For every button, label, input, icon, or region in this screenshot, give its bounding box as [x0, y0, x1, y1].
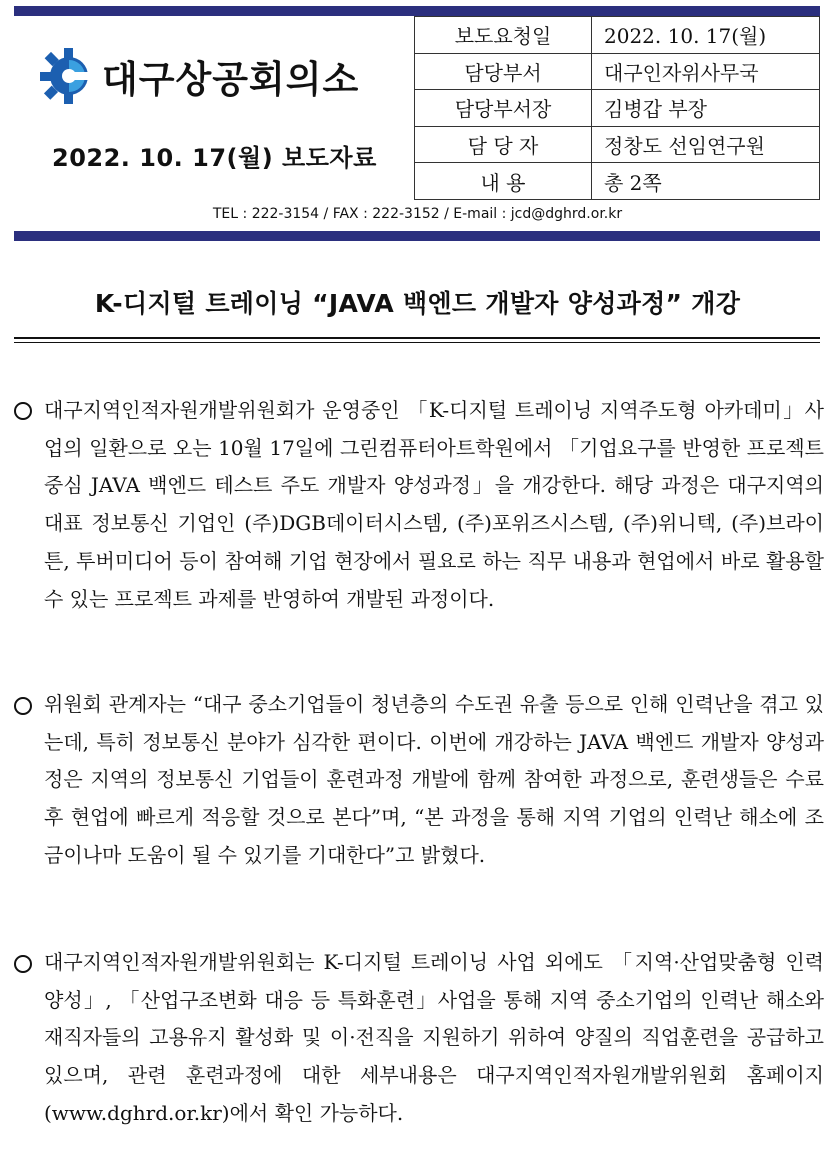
body-paragraph: 대구지역인적자원개발위원회가 운영중인 「K-디지털 트레이닝 지역주도형 아카데미」사업의 일환으로 오는 10월 17일에 그린컴퓨터아트학원에서 「기업요구를 반영한 프로젝트 중심 JAVA 백엔드 테스트 주도 개발자 양성과정」을 개강한다. 해당 과정은 대구지역의 대표 정보통신 기업인 (주)DGB데이터시스템, (주)포위즈시스템, (주)위니텍, (주)브라이튼, 투버미디어 등이 참여해 기업 현장에서 필요로 하는 직무 내용과 현업에서 바로 활용할 수 있는 프로젝트 과제를 반영하여 개발된 과정이다.	[44, 398, 824, 611]
info-row-request-date	[415, 17, 820, 54]
info-label: 내 용	[415, 163, 592, 200]
info-row-department-head	[415, 90, 820, 127]
info-label: 담당부서	[415, 53, 592, 90]
body-paragraph: 위원회 관계자는 “대구 중소기업들이 청년층의 수도권 유출 등으로 인해 인력난을 겪고 있는데, 특히 정보통신 분야가 심각한 편이다. 이번에 개강하는 JAVA 백엔드 개발자 양성과정은 지역의 정보통신 기업들이 훈련과정 개발에 함께 참여한 과정으로, 훈련생들은 수료 후 현업에 빠르게 적응할 것으로 본다”며, “본 과정을 통해 지역 기업의 인력난 해소에 조금이나마 도움이 될 수 있기를 기대한다”고 밝혔다.	[44, 692, 824, 867]
press-release-date: 2022. 10. 17(월) 보도자료	[52, 144, 377, 172]
bullet-circle-icon	[14, 955, 32, 973]
press-title: K-디지털 트레이닝 “JAVA 백엔드 개발자 양성과정” 개강	[94, 289, 741, 318]
body-paragraph: 대구지역인적자원개발위원회는 K-디지털 트레이닝 사업 외에도 「지역·산업맞춤형 인력양성」, 「산업구조변화 대응 등 특화훈련」사업을 통해 지역 중소기업의 인력난 해소와 재직자들의 고용유지 활성화 및 이·전직을 지원하기 위하여 양질의 직업훈련을 공급하고 있으며, 관련 훈련과정에 대한 세부내용은 대구지역인적자원개발위원회 홈페이지(www.dghrd.or.kr)에서 확인 가능하다.	[44, 950, 824, 1125]
title-rule-thin	[14, 342, 820, 343]
org-name: 대구상공회의소	[102, 58, 360, 101]
info-row-contents	[415, 163, 820, 200]
info-label: 담 당 자	[415, 126, 592, 163]
info-label: 담당부서장	[415, 90, 592, 127]
info-value: 김병갑 부장	[592, 90, 820, 127]
press-header	[14, 16, 820, 200]
bottom-accent-bar	[14, 231, 820, 241]
gear-icon	[38, 46, 98, 106]
top-accent-bar	[14, 6, 820, 16]
bullet-circle-icon	[14, 697, 32, 715]
info-row-contact-person	[415, 126, 820, 163]
bullet-circle-icon	[14, 402, 32, 420]
info-value: 2022. 10. 17(월)	[592, 17, 820, 54]
contact-line: TEL : 222-3154 / FAX : 222-3152 / E-mail : jcd@dghrd.or.kr	[212, 206, 623, 222]
info-row-department	[415, 53, 820, 90]
title-rule-thick	[14, 337, 820, 339]
org-logo	[38, 46, 359, 106]
info-label: 보도요청일	[415, 17, 592, 54]
info-value: 정창도 선임연구원	[592, 126, 820, 163]
info-value: 대구인자위사무국	[592, 53, 820, 90]
info-value: 총 2쪽	[592, 163, 820, 200]
release-info-table	[414, 16, 820, 200]
